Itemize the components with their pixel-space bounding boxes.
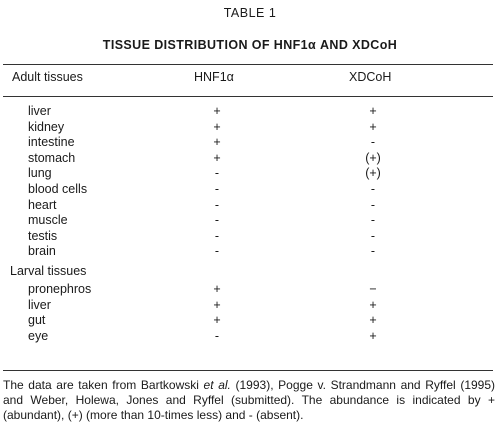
table-number: TABLE 1 <box>223 6 277 20</box>
header-tissue: Adult tissues <box>12 70 83 84</box>
top-rule <box>3 64 493 65</box>
xdcoh-value: - <box>370 197 376 212</box>
bottom-rule <box>3 370 493 371</box>
table-row <box>0 198 500 214</box>
hnf1a-value: + <box>213 135 221 150</box>
xdcoh-value: - <box>370 135 376 150</box>
table-body <box>0 104 500 344</box>
table-row <box>0 229 500 245</box>
tissue-name: brain <box>28 244 56 259</box>
xdcoh-value: (+) <box>365 150 381 165</box>
footnote-text: The data are taken from Bartkowski <box>3 378 204 392</box>
tissue-name: liver <box>28 297 51 312</box>
header-xdcoh: XDCoH <box>349 70 392 84</box>
header-rule <box>3 96 493 97</box>
tissue-name: intestine <box>28 135 75 150</box>
tissue-name: kidney <box>28 119 65 134</box>
header-hnf1a: HNF1α <box>194 70 234 84</box>
tissue-name: blood cells <box>28 181 88 196</box>
hnf1a-value: + <box>213 313 221 328</box>
xdcoh-value: - <box>370 244 376 259</box>
hnf1a-value: - <box>214 244 220 259</box>
hnf1a-value: - <box>214 213 220 228</box>
table-row <box>0 213 500 229</box>
section-larval <box>0 260 500 282</box>
tissue-name: muscle <box>28 213 68 228</box>
section-label: Larval tissues <box>10 263 87 278</box>
xdcoh-value: + <box>369 313 377 328</box>
table-row <box>0 298 500 314</box>
xdcoh-value: (+) <box>365 166 381 181</box>
tissue-name: eye <box>28 328 49 343</box>
xdcoh-value: - <box>370 213 376 228</box>
xdcoh-value: + <box>369 297 377 312</box>
table-title: TISSUE DISTRIBUTION OF HNF1α AND XDCoH <box>102 38 398 52</box>
hnf1a-value: - <box>214 228 220 243</box>
tissue-name: pronephros <box>28 281 92 296</box>
hnf1a-value: - <box>214 328 220 343</box>
hnf1a-value: + <box>213 297 221 312</box>
tissue-name: lung <box>28 166 52 181</box>
table-row <box>0 282 500 298</box>
table-row <box>0 120 500 136</box>
xdcoh-value: + <box>369 119 377 134</box>
table-row <box>0 182 500 198</box>
hnf1a-value: - <box>214 181 220 196</box>
footnote-italic: et al. <box>203 378 231 392</box>
tissue-name: liver <box>28 104 51 118</box>
hnf1a-value: + <box>213 119 221 134</box>
hnf1a-value: + <box>213 281 221 296</box>
table-row <box>0 329 500 345</box>
table-row <box>0 104 500 120</box>
tissue-name: stomach <box>28 150 76 165</box>
table-row <box>0 166 500 182</box>
tissue-name: heart <box>28 197 57 212</box>
footnote-text-cont: (1993), Pogge v. Strandmann and Ryffel (1995) and Weber, Holewa, Jones and Ryffel (submitted). The abundance is indicated by + (abundant), (+) (more than 10-times less) and - (absent). <box>3 378 496 422</box>
hnf1a-value: - <box>214 166 220 181</box>
table-row <box>0 135 500 151</box>
xdcoh-value: + <box>369 104 377 118</box>
table-row <box>0 244 500 260</box>
xdcoh-value: - <box>370 228 376 243</box>
tissue-name: testis <box>28 228 58 243</box>
footnote <box>3 378 495 423</box>
xdcoh-value: + <box>369 328 377 343</box>
hnf1a-value: + <box>213 104 221 118</box>
hnf1a-value: - <box>214 197 220 212</box>
table-row <box>0 313 500 329</box>
tissue-name: gut <box>28 313 46 328</box>
xdcoh-value: - <box>370 181 376 196</box>
hnf1a-value: + <box>213 150 221 165</box>
xdcoh-value: − <box>369 281 377 296</box>
table-header <box>0 70 500 90</box>
table-row <box>0 151 500 167</box>
